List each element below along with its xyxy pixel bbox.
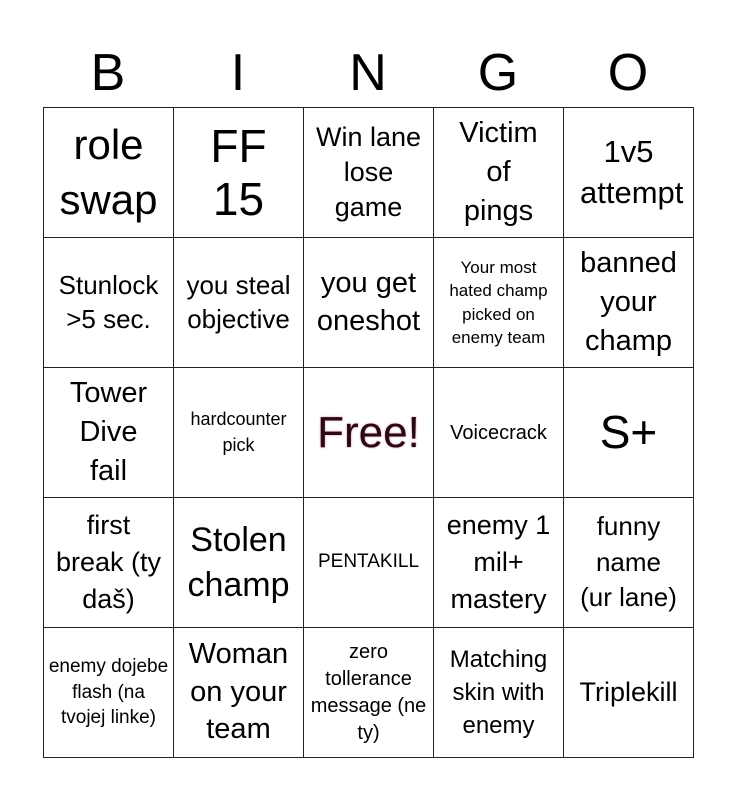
bingo-board [43,107,694,758]
cell-label: Matching skin with enemy [449,645,548,740]
bingo-cell[interactable] [434,368,564,498]
board-row [44,368,694,498]
cell-label: Stunlock >5 sec. [58,269,159,334]
header-letter-o: O [607,44,649,102]
cell-label: enemy dojebe flash (na tvojej linke) [48,656,169,729]
bingo-cell[interactable] [174,108,304,238]
free-space-label: Free! [317,407,420,457]
cell-label: Triplekill [579,676,678,707]
cell-label: Tower Dive fail [69,376,148,488]
bingo-cell[interactable] [174,498,304,628]
cell-label: Voicecrack [450,421,547,444]
cell-label: S+ [599,405,658,458]
header-letter-b: B [90,44,126,102]
header-letter-g: G [477,44,519,102]
cell-label: role swap [59,120,158,223]
bingo-cell[interactable] [44,238,174,368]
bingo-cell[interactable] [44,368,174,498]
cell-label: Win lane lose game [315,121,422,223]
bingo-cell[interactable] [564,238,694,368]
cell-label: banned your champ [580,246,677,358]
bingo-cell[interactable] [434,628,564,758]
cell-label: enemy 1 mil+ mastery [446,509,551,615]
bingo-cell[interactable] [434,498,564,628]
cell-label: first break (ty daš) [55,509,162,615]
bingo-cell[interactable] [44,628,174,758]
bingo-cell[interactable] [304,498,434,628]
bingo-cell[interactable] [434,238,564,368]
bingo-cell[interactable] [174,628,304,758]
board-row [44,238,694,368]
board-row [44,498,694,628]
cell-label: Your most hated champ picked on enemy team [449,257,548,347]
bingo-cell-free[interactable] [304,368,434,498]
bingo-cell[interactable] [564,108,694,238]
cell-label: Victim of pings [459,116,538,228]
bingo-cell[interactable] [44,108,174,238]
bingo-cell[interactable] [564,368,694,498]
header-letter-i: I [230,44,246,102]
bingo-cell[interactable] [44,498,174,628]
cell-label: 1v5 attempt [580,134,684,210]
bingo-cell[interactable] [564,498,694,628]
cell-label: Woman on your team [188,637,289,746]
cell-label: FF 15 [210,119,267,225]
bingo-cell[interactable] [434,108,564,238]
cell-label: Stolen champ [187,521,290,604]
cell-label: PENTAKILL [317,551,420,573]
bingo-cell[interactable] [304,628,434,758]
bingo-header [43,42,693,104]
cell-label: hardcounter pick [190,409,287,455]
cell-label: you get oneshot [316,266,421,337]
cell-label: zero tollerance message (ne ty) [310,640,427,744]
cell-label: you steal objective [186,269,291,334]
cell-label: funny name (ur lane) [580,510,677,613]
bingo-cell[interactable] [174,368,304,498]
header-letter-n: N [349,44,387,102]
board-row [44,628,694,758]
board-row [44,108,694,238]
bingo-cell[interactable] [304,238,434,368]
bingo-cell[interactable] [304,108,434,238]
bingo-cell[interactable] [564,628,694,758]
bingo-cell[interactable] [174,238,304,368]
